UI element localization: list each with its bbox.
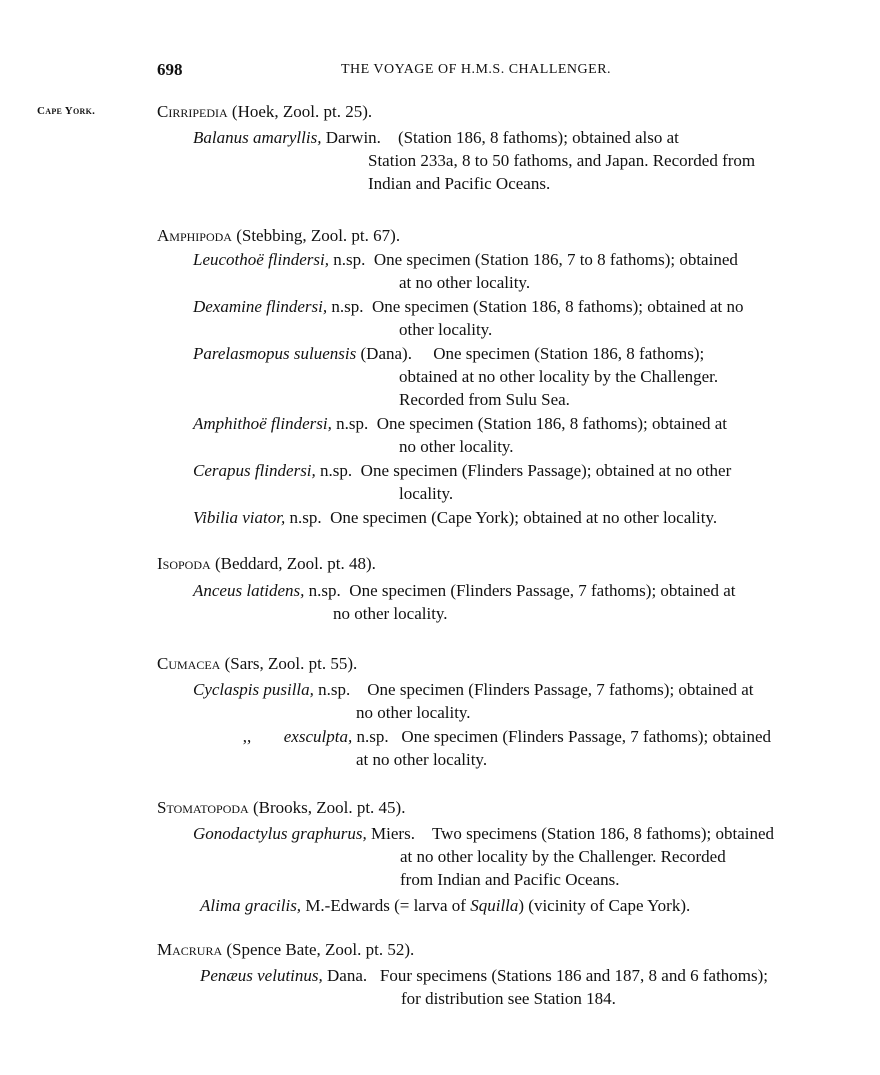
group-heading: Isopoda (Beddard, Zool. pt. 48). (157, 554, 376, 573)
species-entry: Cyclaspis pusilla, n.sp. One specimen (Flinders Passage, 7 fathoms); obtained at no other locality. (193, 680, 754, 722)
group-stomatopoda (157, 796, 847, 917)
species-entry: Balanus amaryllis, Darwin. (Station 186, 8 fathoms); obtained also at Station 233a, 8 to 50 fathoms, and Japan. Recorded from Indian and Pacific Oceans. (193, 128, 756, 193)
group-cumacea (157, 652, 847, 771)
group-heading: Amphipoda (Stebbing, Zool. pt. 67). (157, 226, 401, 245)
group-heading: Cumacea (Sars, Zool. pt. 55). (157, 654, 358, 673)
species-entry: Gonodactylus graphurus, Miers. Two specimens (Station 186, 8 fathoms); obtained at no other locality by the Challenger. Recorded from Indian and Pacific Oceans. (193, 824, 775, 889)
group-heading: Stomatopoda (Brooks, Zool. pt. 45). (157, 798, 406, 817)
species-entry: Parelasmopus suluensis (Dana). One specimen (Station 186, 8 fathoms); obtained at no other locality by the Challenger. Recorded from Sulu Sea. (193, 344, 719, 409)
group-macrura (157, 938, 847, 1010)
species-entry: Leucothoë flindersi, n.sp. One specimen (Station 186, 7 to 8 fathoms); obtained at no other locality. (193, 250, 738, 292)
group-cirripedia (157, 100, 847, 195)
species-entry: Penæus velutinus, Dana. Four specimens (Stations 186 and 187, 8 and 6 fathoms); for distribution see Station 184. (200, 966, 769, 1008)
ditto-mark: ,, (242, 727, 252, 746)
page-number: 698 (157, 60, 183, 79)
species-entry: Dexamine flindersi, n.sp. One specimen (Station 186, 8 fathoms); obtained at no other locality. (193, 297, 744, 339)
margin-locality: Cape York. (37, 105, 96, 117)
group-isopoda (157, 552, 847, 625)
group-amphipoda (157, 224, 847, 529)
species-entry: Amphithoë flindersi, n.sp. One specimen (Station 186, 8 fathoms); obtained at no other locality. (193, 414, 728, 456)
species-entry: Cerapus flindersi, n.sp. One specimen (Flinders Passage); obtained at no other locality. (193, 461, 732, 503)
species-entry: ,, exsculpta, n.sp. One specimen (Flinders Passage, 7 fathoms); obtained at no other locality. (157, 725, 847, 771)
running-title: THE VOYAGE OF H.M.S. CHALLENGER. (340, 62, 612, 77)
group-heading: Cirripedia (Hoek, Zool. pt. 25). (157, 102, 373, 121)
species-entry: Alima gracilis, M.-Edwards (= larva of Squilla) (vicinity of Cape York). (200, 896, 691, 915)
group-heading: Macrura (Spence Bate, Zool. pt. 52). (157, 940, 415, 959)
species-entry: Vibilia viator, n.sp. One specimen (Cape York); obtained at no other locality. (193, 508, 718, 527)
species-entry: Anceus latidens, n.sp. One specimen (Flinders Passage, 7 fathoms); obtained at no other locality. (193, 581, 736, 623)
